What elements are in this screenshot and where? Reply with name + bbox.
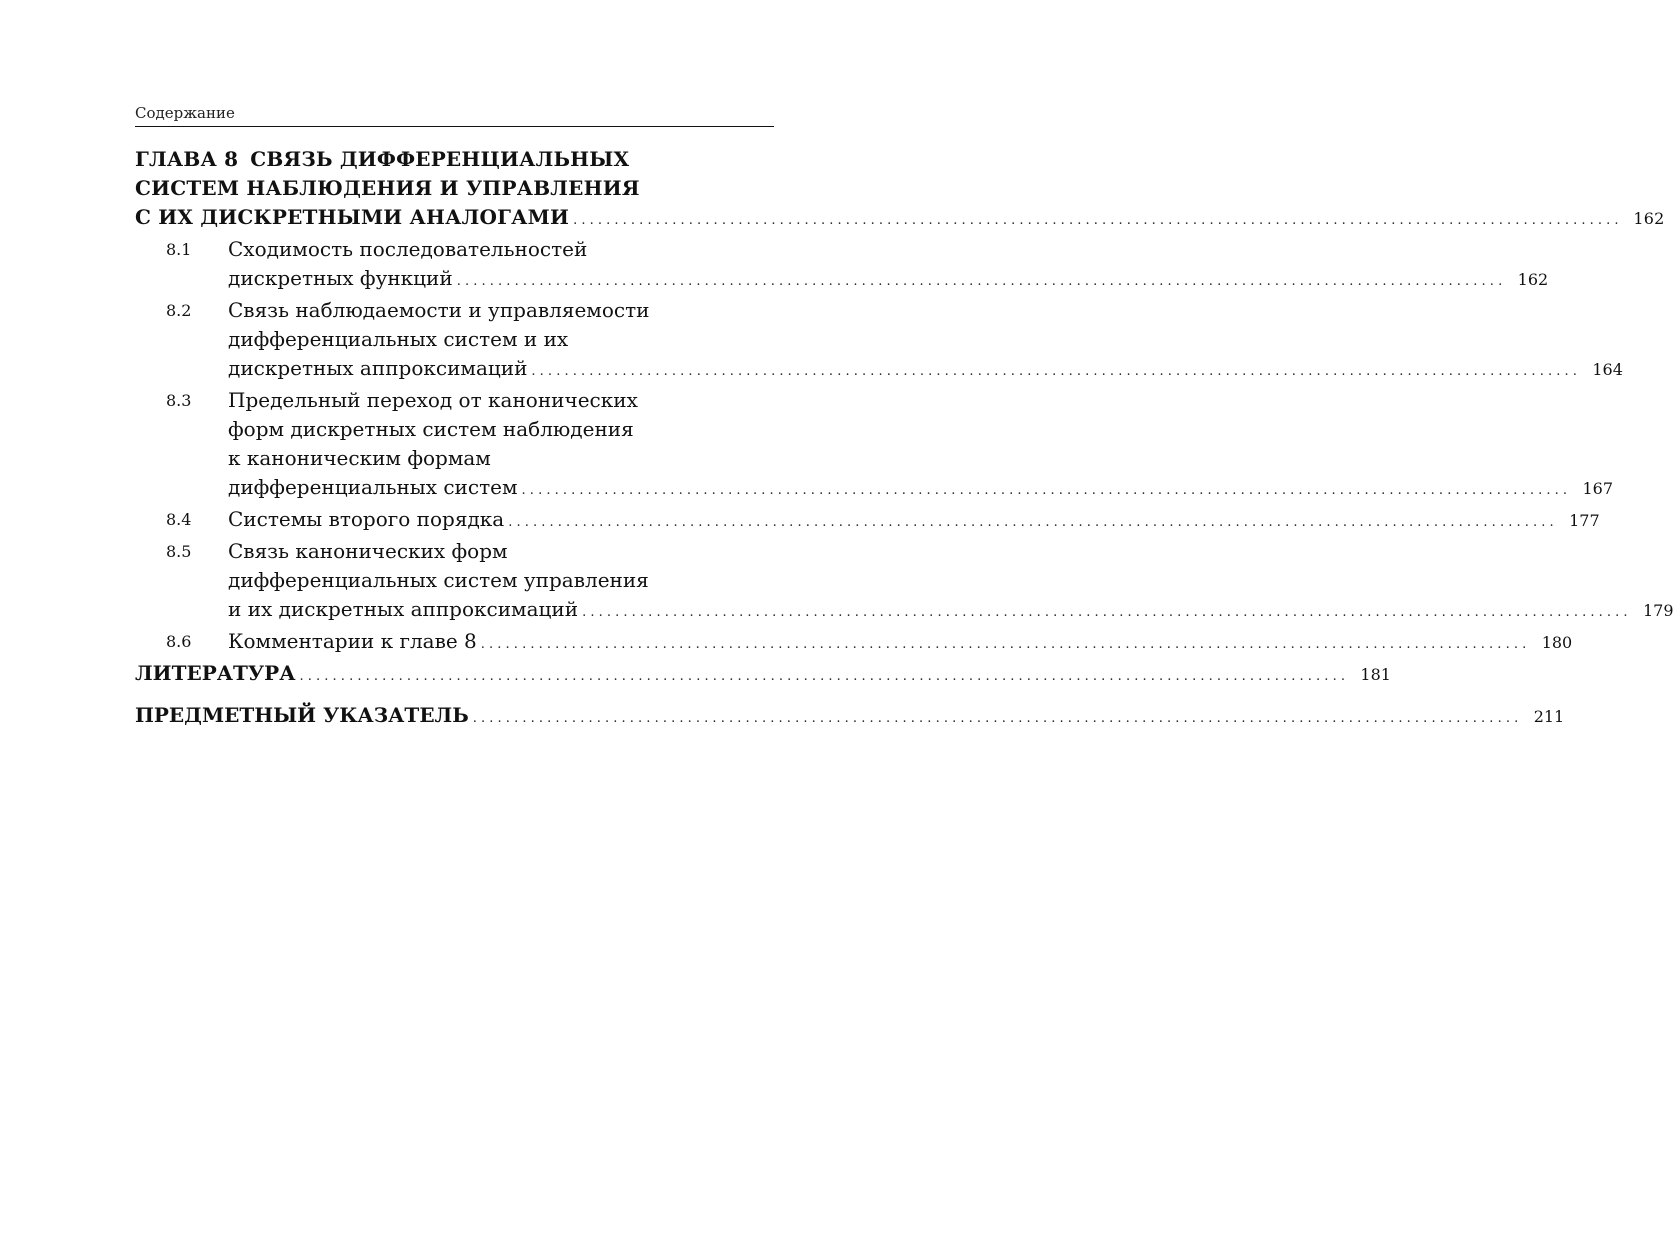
leader-dots — [508, 508, 1553, 537]
chapter-number: ГЛАВА 8 — [135, 147, 239, 171]
section-page: 180 — [1541, 633, 1573, 652]
leader-dots — [582, 598, 1627, 627]
chapter-entry[interactable] — [135, 145, 1665, 235]
section-list — [135, 235, 1674, 659]
leader-dots — [573, 206, 1618, 235]
toc-section-8-4[interactable]: 8.4 Системы второго порядка . . . 177 — [135, 505, 774, 537]
toc-section-8-6[interactable]: 8.6 Комментарии к главе 8 . . . 180 — [135, 627, 774, 659]
literature-page: 181 — [1360, 665, 1391, 684]
section-number: 8.3 — [166, 391, 192, 410]
toc-section-8-5[interactable]: 8.5 Связь канонических форм дифференциальных систем управления и их дискретных аппроксимаций . . . 179 — [135, 537, 774, 627]
leader-dots — [457, 267, 1502, 296]
leader-dots — [522, 476, 1567, 505]
toc-page — [135, 103, 1674, 733]
running-head: Содержание — [135, 104, 235, 122]
leader-dots — [531, 357, 1576, 386]
section-page: 162 — [1517, 270, 1549, 289]
section-page: 164 — [1592, 360, 1623, 379]
section-page: 177 — [1569, 511, 1600, 530]
leader-dots — [481, 630, 1526, 659]
section-number: 8.4 — [166, 510, 192, 529]
toc-subject-index[interactable]: ПРЕДМЕТНЫЙ УКАЗАТЕЛЬ . . . 211 — [135, 701, 774, 733]
toc-section-8-3[interactable]: 8.3 Предельный переход от канонических форм дискретных систем наблюдения к каноническим формам дифференциальных систем . . . 167 — [135, 386, 774, 505]
toc-section-8-2[interactable]: 8.2 Связь наблюдаемости и управляемости дифференциальных систем и их дискретных аппроксимаций . . . 164 — [135, 296, 774, 386]
section-number: 8.2 — [166, 301, 192, 320]
toc-literature[interactable]: ЛИТЕРАТУРА . . . 181 — [135, 659, 774, 691]
chapter-page: 162 — [1633, 209, 1665, 228]
section-number: 8.5 — [166, 542, 192, 561]
leader-dots — [299, 662, 1344, 691]
chapter-title-line-1: ГЛАВА 8 СВЯЗЬ ДИФФЕРЕНЦИАЛЬНЫХ — [135, 147, 630, 171]
chapter-title-line-3: С ИХ ДИСКРЕТНЫМИ АНАЛОГАМИ . . . 162 — [135, 203, 774, 235]
toc-section-8-1[interactable]: 8.1 Сходимость последовательностей дискретных функций . . . 162 — [135, 235, 774, 296]
header-rule — [135, 126, 774, 127]
section-page: 179 — [1643, 601, 1674, 620]
chapter-title-line-2: СИСТЕМ НАБЛЮДЕНИЯ И УПРАВЛЕНИЯ — [135, 176, 640, 200]
leader-dots — [473, 704, 1518, 733]
section-number: 8.1 — [166, 240, 192, 259]
section-number: 8.6 — [166, 632, 192, 651]
section-page: 167 — [1582, 479, 1614, 498]
index-page: 211 — [1533, 707, 1565, 726]
